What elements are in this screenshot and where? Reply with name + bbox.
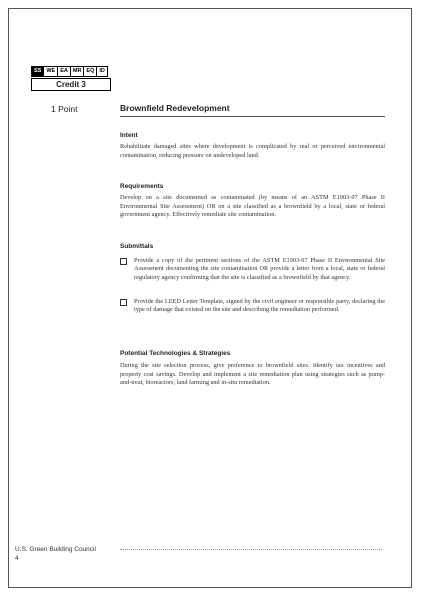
submittal-text: Provide the LEED Letter Template, signed by the civil engineer or responsible party, declaring the type of damage that existed on the site and describing the remediation performed. <box>134 298 385 314</box>
intent-text: Rehabilitate damaged sites where development is complicated by real or perceived environmental contamination, reducing pressure on undeveloped land. <box>120 143 385 159</box>
submittal-text: Provide a copy of the pertinent sections of the ASTM E1903-97 Phase II Environmental Site Assessment documenting the site contamination OR provide a letter from a local, state or federal regulatory agency confirming that the site is classified as a brownfield by that agency. <box>134 257 385 281</box>
intent-heading: Intent <box>120 132 138 139</box>
footer-org: U.S. Green Building Council <box>15 546 96 553</box>
credit-title: Brownfield Redevelopment <box>120 103 230 113</box>
checkbox-icon <box>120 299 127 306</box>
page-number: 4 <box>15 555 19 562</box>
points-label: 1 Point <box>51 104 78 114</box>
submittals-heading: Submittals <box>120 243 154 250</box>
tab-mr: MR <box>70 66 85 77</box>
tab-we: WE <box>43 66 58 77</box>
requirements-text: Develop on a site documented as contaminated (by means of an ASTM E1903-97 Phase II Environmental Site Assessment) OR on a site classified as a brownfield by a local, state or federal government agency. Effectively remediate site contamination. <box>120 194 385 219</box>
tab-eq: EQ <box>83 66 97 77</box>
tab-ss: SS <box>31 66 44 77</box>
tab-id: ID <box>96 66 108 77</box>
strategies-heading: Potential Technologies & Strategies <box>120 350 231 357</box>
title-divider <box>120 116 385 117</box>
footer-divider <box>120 549 382 550</box>
credit-label: Credit 3 <box>31 78 111 91</box>
category-tabs <box>31 66 107 77</box>
checkbox-icon <box>120 258 127 265</box>
tab-ea: EA <box>57 66 71 77</box>
strategies-text: During the site selection process, give preference to brownfield sites. Identify tax incentives and property cost savings. Develop and implement a site remediation plan using strategies such as pump-and-treat, bioreactors, land farming and in-situ remediation. <box>120 362 385 387</box>
requirements-heading: Requirements <box>120 183 164 190</box>
